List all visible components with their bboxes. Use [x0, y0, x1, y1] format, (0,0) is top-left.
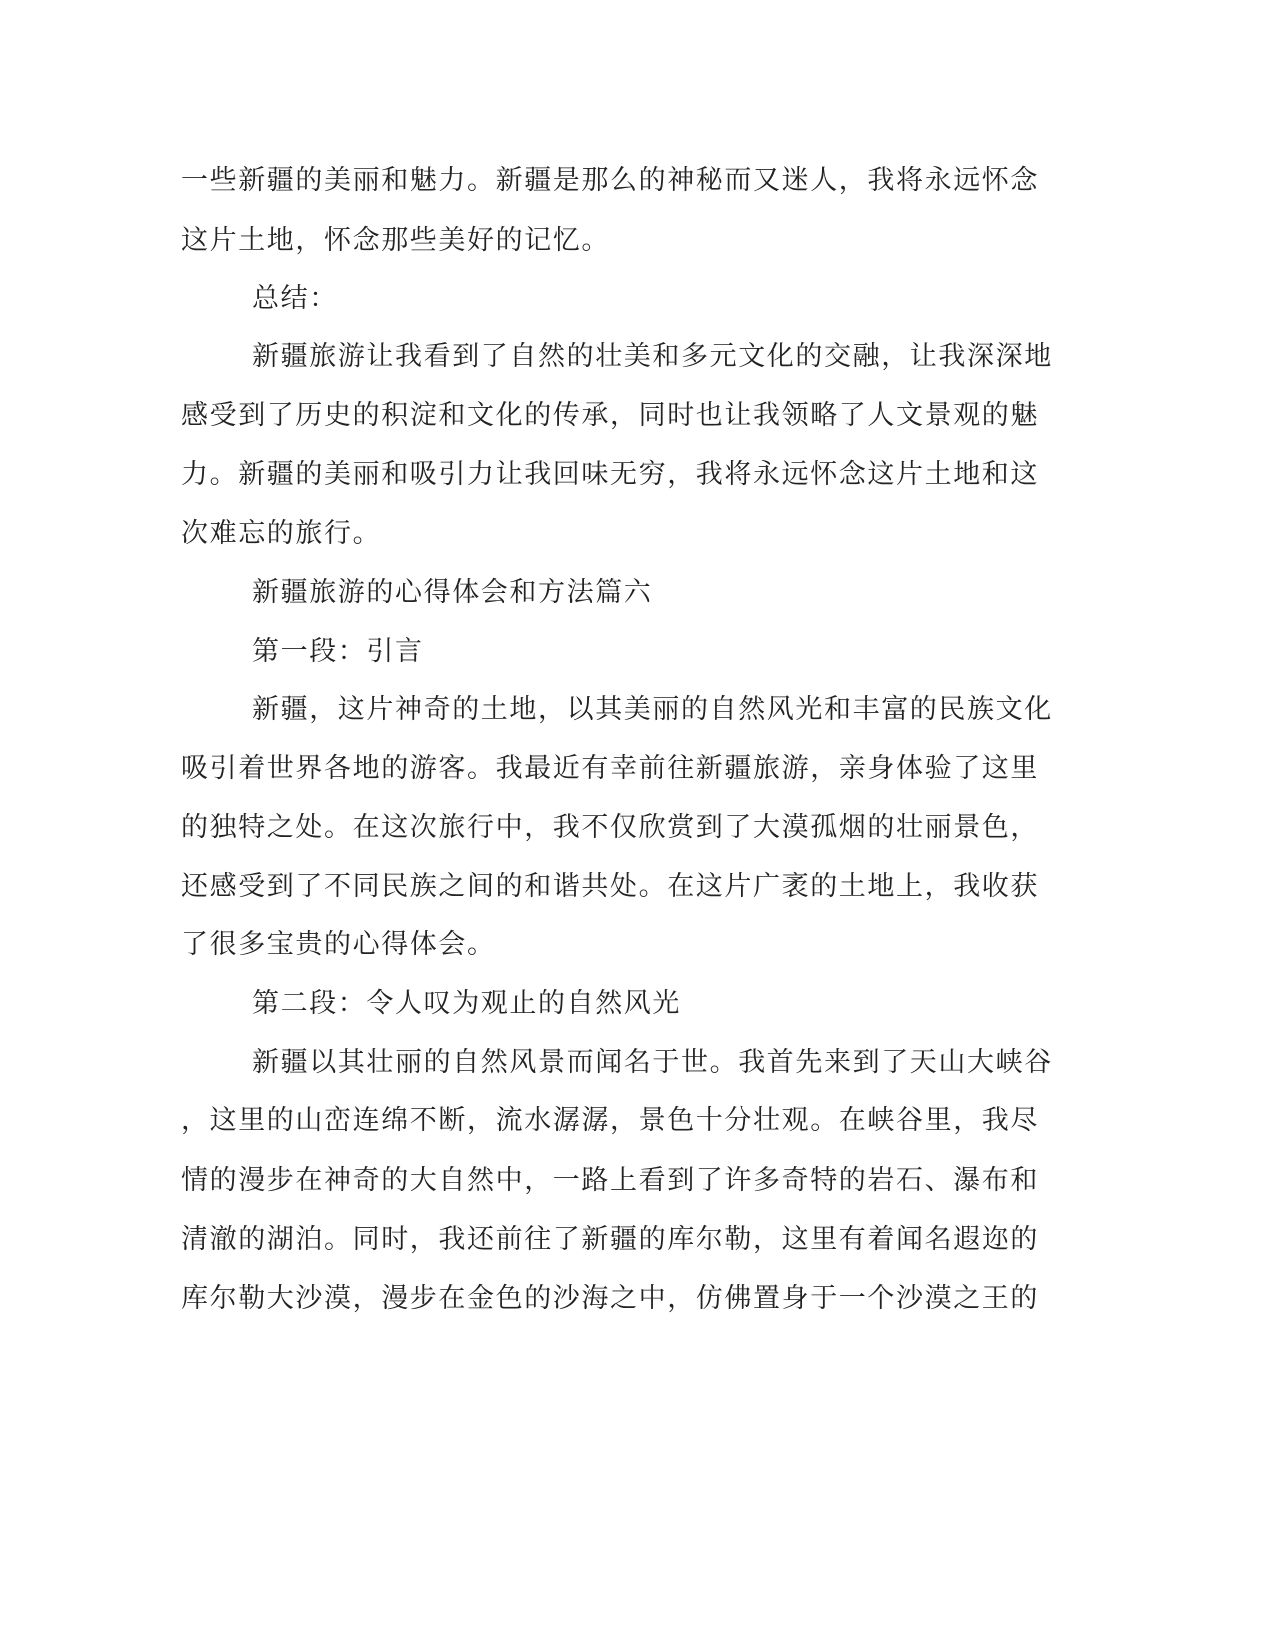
paragraph-start: 新疆旅游让我看到了自然的壮美和多元文化的交融，让我深深地: [252, 341, 1053, 372]
body-text-line: 力。新疆的美丽和吸引力让我回味无穷，我将永远怀念这片土地和这: [181, 459, 1039, 490]
body-text-line: 次难忘的旅行。: [181, 518, 382, 549]
body-text-line: 一些新疆的美丽和魅力。新疆是那么的神秘而又迷人，我将永远怀念: [181, 165, 1039, 196]
body-text-line: ，这里的山峦连绵不断，流水潺潺，景色十分壮观。在峡谷里，我尽: [181, 1105, 1039, 1136]
paragraph-start: 新疆以其壮丽的自然风景而闻名于世。我首先来到了天山大峡谷: [252, 1047, 1053, 1078]
body-text-line: 这片土地，怀念那些美好的记忆。: [181, 225, 610, 256]
section-heading: 第二段：令人叹为观止的自然风光: [252, 988, 681, 1019]
body-text-line: 了很多宝贵的心得体会。: [181, 929, 496, 960]
paragraph-start: 新疆，这片神奇的土地，以其美丽的自然风光和丰富的民族文化: [252, 694, 1053, 725]
body-text-line: 吸引着世界各地的游客。我最近有幸前往新疆旅游，亲身体验了这里: [181, 753, 1039, 784]
body-text-line: 清澈的湖泊。同时，我还前往了新疆的库尔勒，这里有着闻名遐迩的: [181, 1224, 1039, 1255]
body-text-line: 还感受到了不同民族之间的和谐共处。在这片广袤的土地上，我收获: [181, 871, 1039, 902]
body-text-line: 库尔勒大沙漠，漫步在金色的沙海之中，仿佛置身于一个沙漠之王的: [181, 1283, 1039, 1314]
body-text-line: 感受到了历史的积淀和文化的传承，同时也让我领略了人文景观的魅: [181, 400, 1039, 431]
body-text-line: 情的漫步在神奇的大自然中，一路上看到了许多奇特的岩石、瀑布和: [181, 1165, 1039, 1196]
body-text-line: 的独特之处。在这次旅行中，我不仅欣赏到了大漠孤烟的壮丽景色，: [181, 812, 1039, 843]
section-title: 新疆旅游的心得体会和方法篇六: [252, 577, 653, 608]
section-heading: 第一段：引言: [252, 636, 424, 667]
summary-heading: 总结：: [252, 283, 338, 314]
